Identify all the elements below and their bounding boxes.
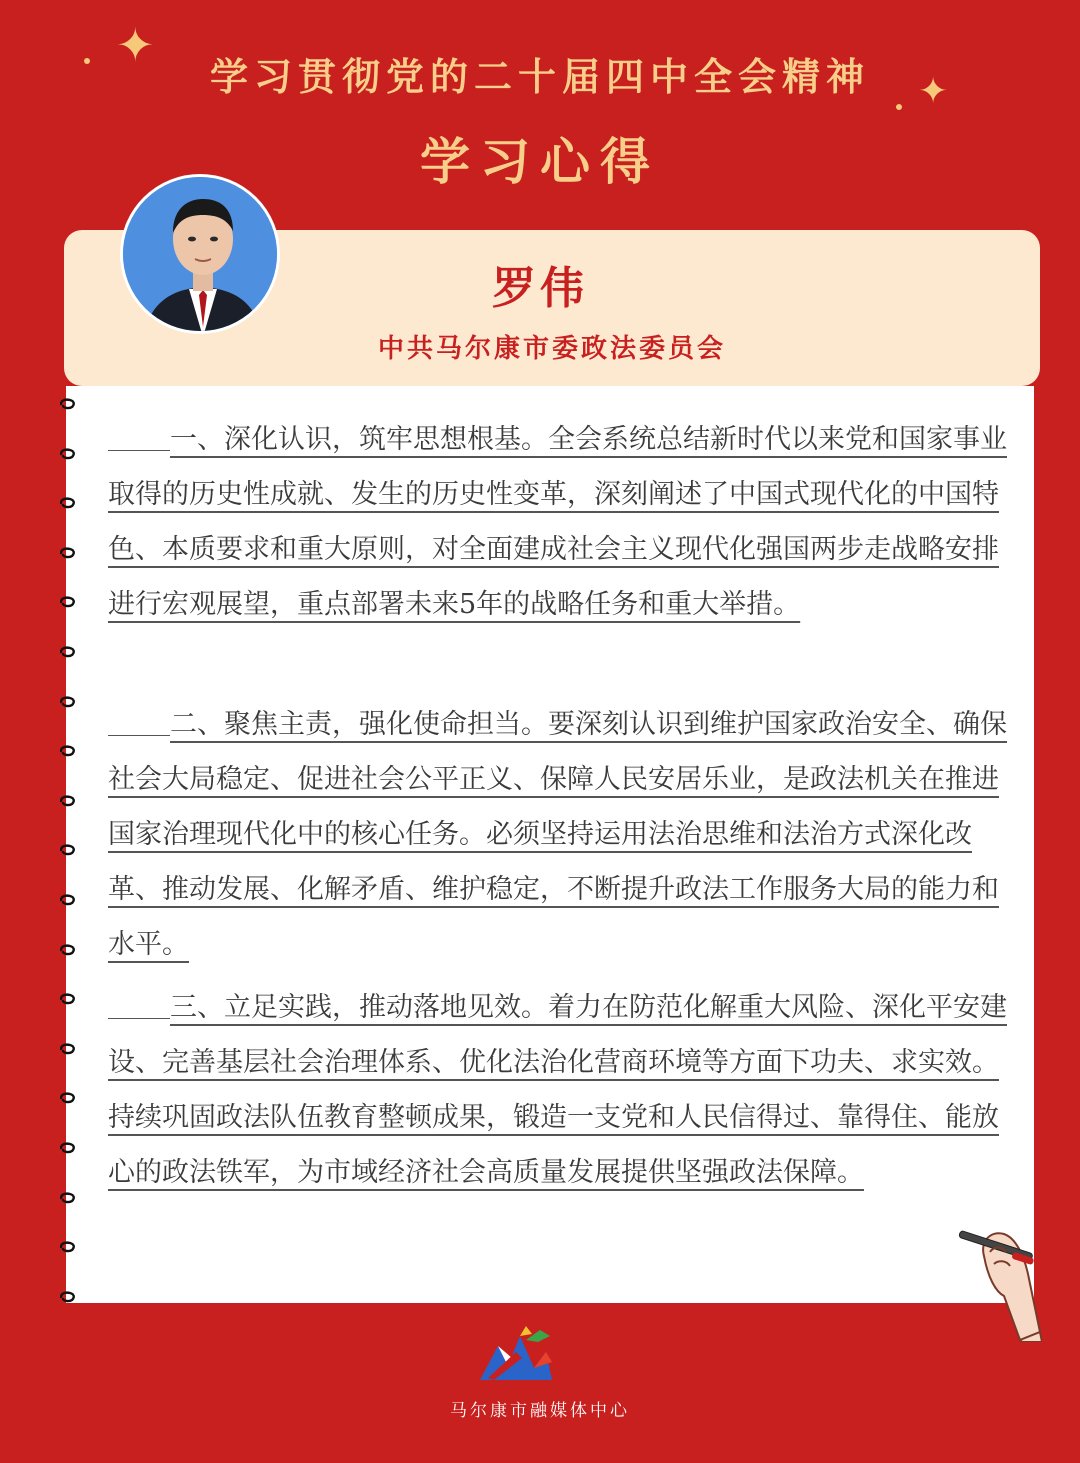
binding-ring-icon (60, 547, 76, 559)
binding-ring-icon (60, 1142, 76, 1154)
paragraph-indent (108, 980, 170, 1019)
sparkle-icon: ✦ (918, 71, 949, 112)
author-name: 罗伟 (492, 263, 588, 314)
publisher-name: 马尔康市融媒体中心 (450, 1401, 630, 1421)
binding-ring-icon (60, 844, 76, 856)
binding-ring-icon (60, 745, 76, 757)
paragraph-indent (108, 412, 170, 451)
binding-ring-icon (60, 795, 76, 807)
headline-theme: 学习贯彻党的二十届四中全会精神 (209, 54, 870, 99)
binding-ring-icon (60, 398, 76, 410)
binding-ring-icon (60, 1092, 76, 1104)
binding-ring-icon (60, 1291, 76, 1303)
binding-ring-icon (60, 1241, 76, 1253)
binding-ring-icon (60, 1043, 76, 1055)
paragraph-2 (108, 697, 1014, 972)
paragraph-text: 一、深化认识，筑牢思想根基。全会系统总结新时代以来党和国家事业取得的历史性成就、发生的历史性变革，深刻阐述了中国式现代化的中国特色、本质要求和重大原则，对全面建成社会主义现代化强国两步走战略安排进行宏观展望，重点部署未来5年的战略任务和重大举措。 (108, 424, 1007, 620)
binding-ring-icon (60, 894, 76, 906)
binding-ring-icon (60, 944, 76, 956)
paragraph-text: 三、立足实践，推动落地见效。着力在防范化解重大风险、深化平安建设、完善基层社会治理体系、优化法治化营商环境等方面下功夫、求实效。持续巩固政法队伍教育整顿成果，锻造一支党和人民信得过、靠得住、能放心的政法铁军，为市域经济社会高质量发展提供坚强政法保障。 (108, 992, 1007, 1188)
binding-ring-icon (60, 448, 76, 460)
paragraph-indent (108, 697, 170, 736)
binding-ring-icon (60, 1192, 76, 1204)
paragraph-text: 二、聚焦主责，强化使命担当。要深刻认识到维护国家政治安全、确保社会大局稳定、促进社会公平正义、保障人民安居乐业，是政法机关在推进国家治理现代化中的核心任务。必须坚持运用法治思维和法治方式深化改革、推动发展、化解矛盾、维护稳定，不断提升政法工作服务大局的能力和水平。 (108, 709, 1007, 960)
paragraph-3 (108, 980, 1014, 1200)
binding-ring-icon (60, 993, 76, 1005)
binding-ring-icon (60, 696, 76, 708)
paragraph-1 (108, 412, 1014, 632)
author-organization: 中共马尔康市委政法委员会 (377, 334, 726, 364)
media-center-logo (476, 1322, 556, 1390)
hand-writing-icon (950, 1212, 1042, 1346)
binding-ring-icon (60, 646, 76, 658)
binding-ring-icon (60, 596, 76, 608)
headline-title: 学习心得 (420, 132, 660, 191)
sparkle-icon: ✦ (116, 18, 155, 72)
sparkle-dot-icon (896, 104, 902, 110)
binding-ring-icon (60, 497, 76, 509)
